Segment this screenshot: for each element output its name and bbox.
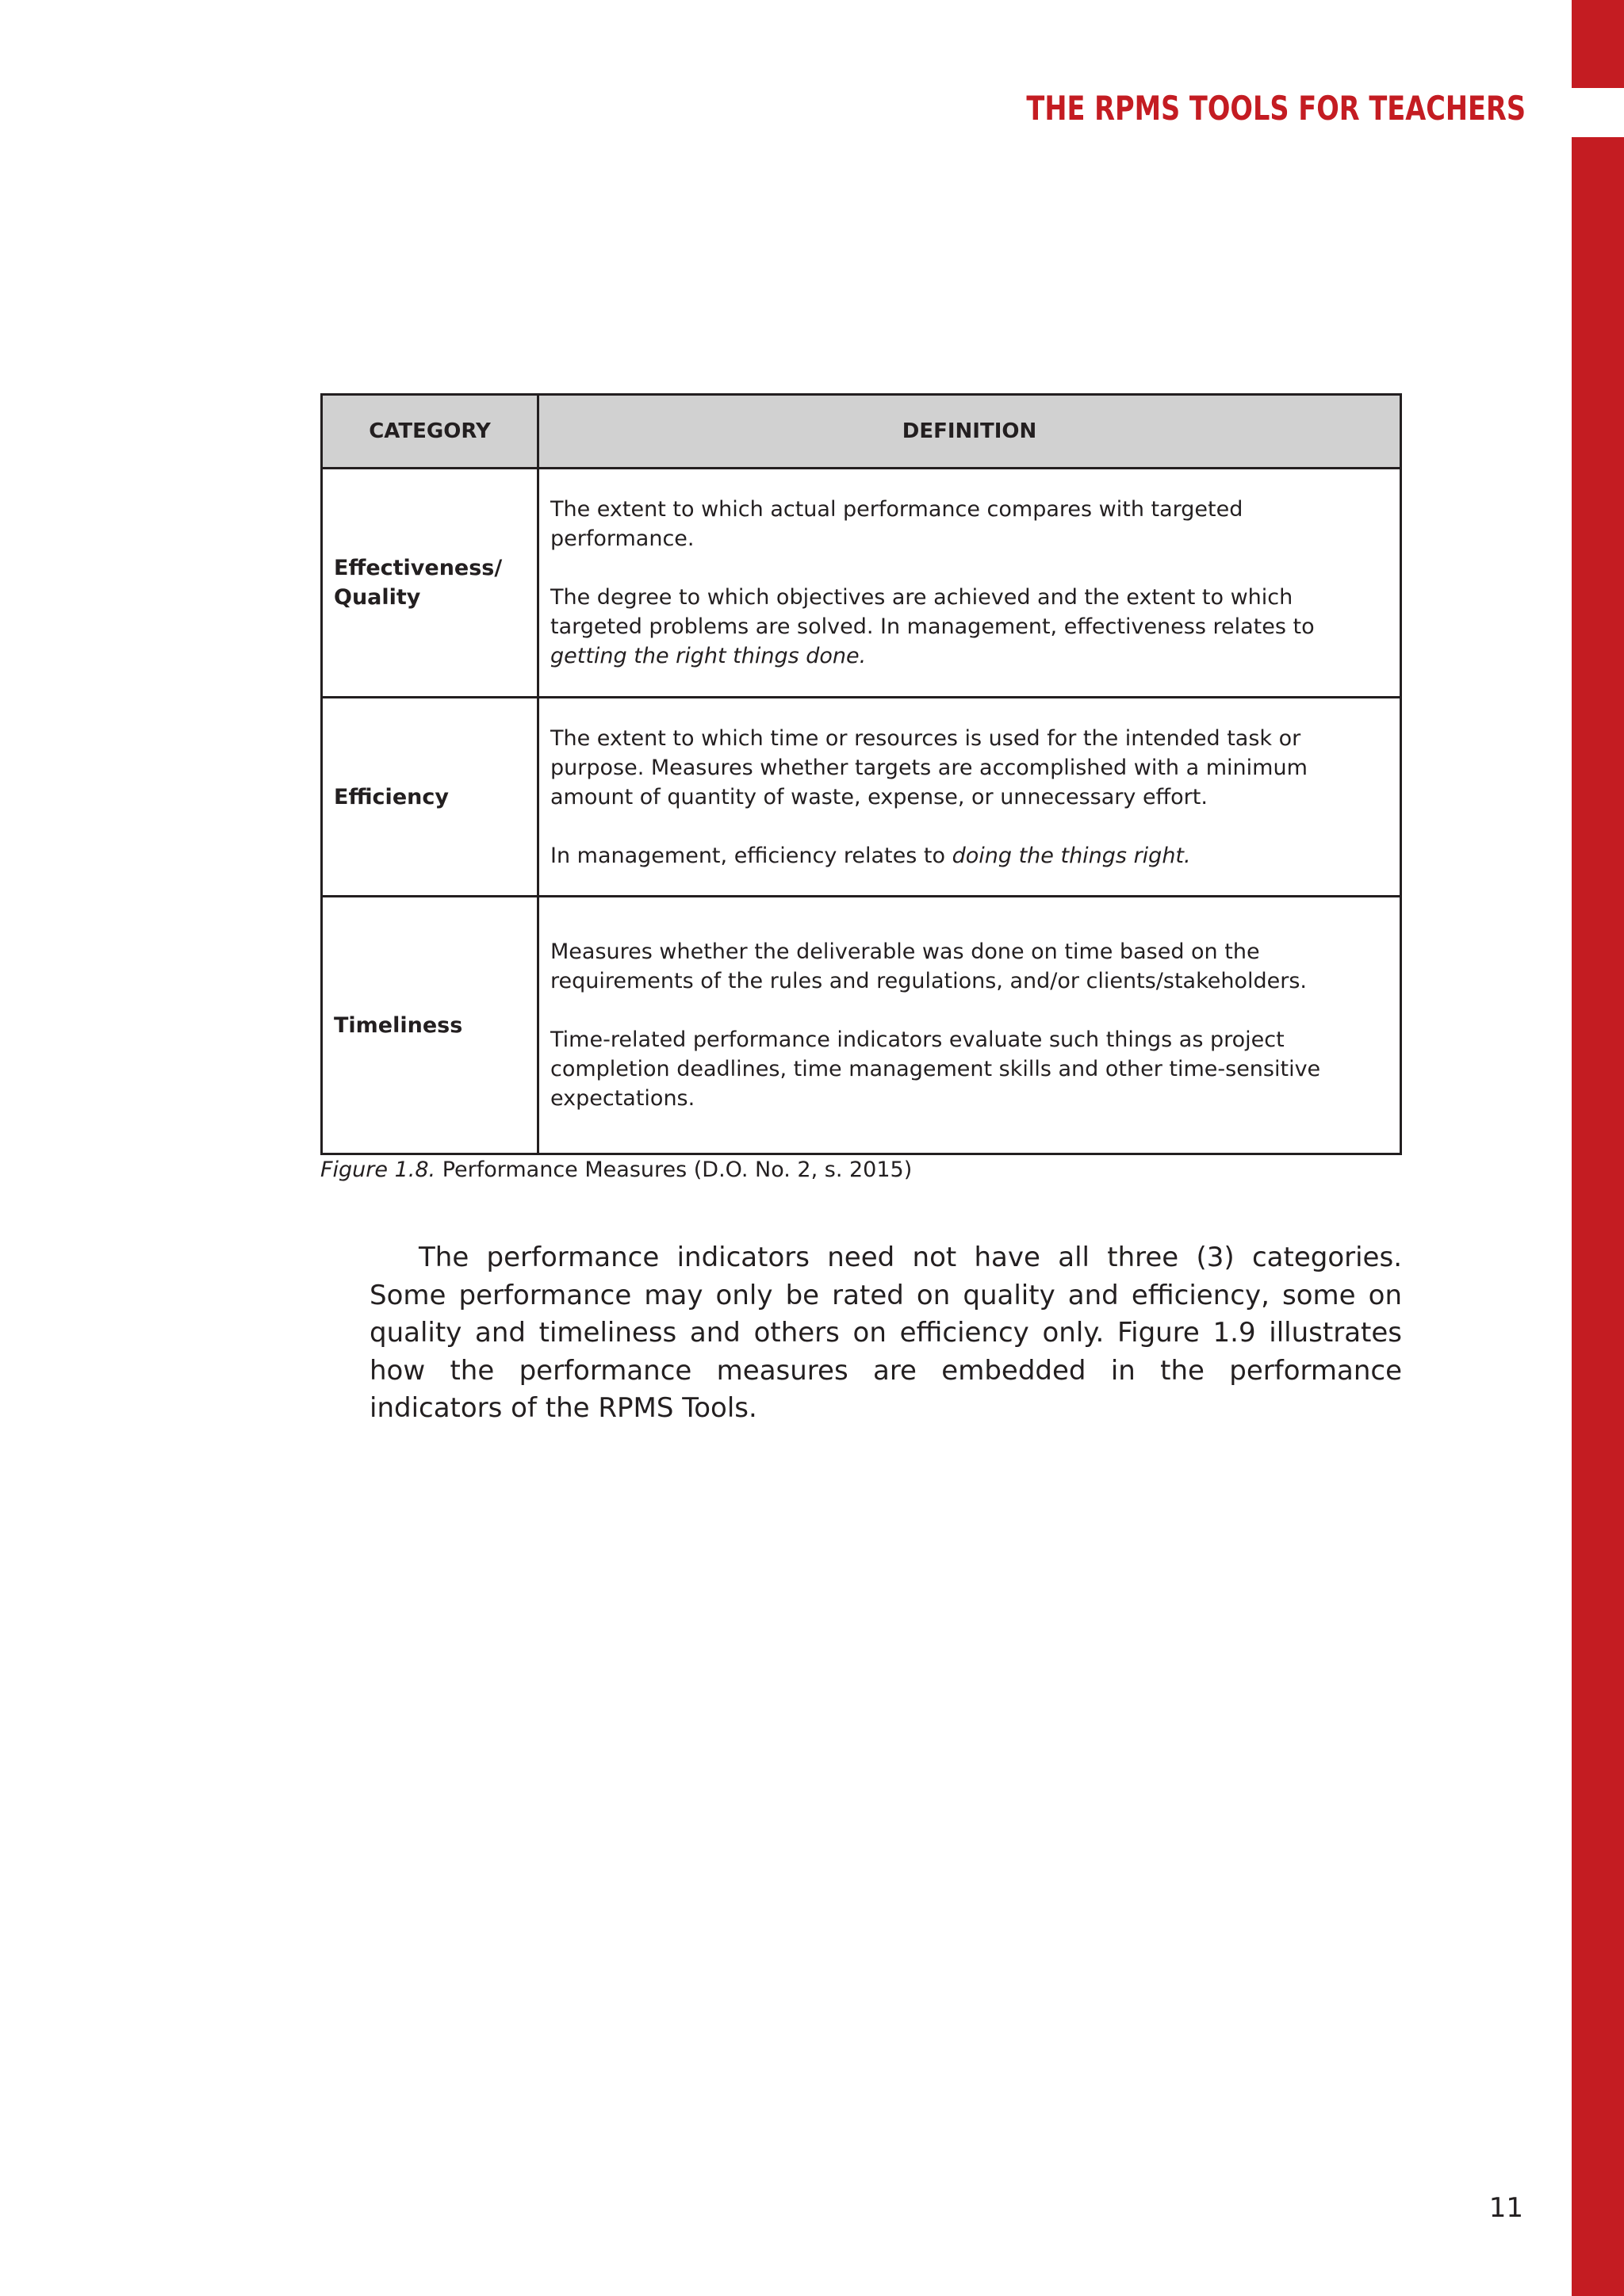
table-row (322, 698, 1401, 897)
category-cell (322, 698, 538, 897)
definition-paragraph: Measures whether the deliverable was done on time based on the requirements of the rules and regulations, and/or clients/stakeholders. (550, 939, 1308, 993)
performance-measures-table (320, 393, 1402, 1155)
definition-text: The degree to which objectives are achieved and the extent to which targeted problems are solved. In management, effectiveness relates to (550, 585, 1315, 639)
definition-emphasis: doing the things right. (952, 843, 1191, 868)
definition-emphasis: getting the right things done. (550, 644, 867, 668)
column-header-category: CATEGORY (322, 395, 538, 469)
definition-paragraph: Time-related performance indicators evaluate such things as project completion deadlines, time management skills and other time-sensitive expectations. (550, 1027, 1321, 1111)
table-row (322, 469, 1401, 698)
figure-caption-text: Performance Measures (D.O. No. 2, s. 2015) (435, 1158, 913, 1182)
category-cell (322, 469, 538, 698)
figure-label: Figure 1.8. (320, 1158, 436, 1182)
definition-cell (538, 897, 1401, 1154)
page-number: 11 (1488, 2192, 1523, 2224)
side-accent-bar (1572, 137, 1624, 2296)
table-header-row (322, 395, 1401, 469)
side-accent-bar-top (1572, 0, 1624, 88)
definition-cell (538, 698, 1401, 897)
figure-caption (320, 1158, 912, 1182)
definition-paragraph: The extent to which time or resources is used for the intended task or purpose. Measures whether targets are accomplished with a minimum amount of quantity of waste, expense, or unnecessary effort. (550, 725, 1308, 809)
column-header-definition: DEFINITION (538, 395, 1401, 469)
definition-paragraph (550, 841, 1388, 871)
category-label: Efficiency (334, 784, 449, 809)
category-cell (322, 897, 538, 1154)
definition-paragraph (550, 583, 1388, 671)
table-row (322, 897, 1401, 1154)
definition-cell (538, 469, 1401, 698)
definition-text: In management, efficiency relates to (550, 843, 952, 868)
running-header: THE RPMS TOOLS FOR TEACHERS (1026, 89, 1526, 128)
definition-paragraph: The extent to which actual performance compares with targeted performance. (550, 497, 1243, 551)
category-label: Timeliness (334, 1012, 463, 1038)
category-label: Effectiveness/ Quality (334, 556, 503, 610)
body-paragraph: The performance indicators need not have all three (3) categories. Some performance may only be rated on quality and efficiency, some on quality and timeliness and others on efficiency only. Figure 1.9 illustrates how the performance measures are embedded in the performance indicators of the RPMS Tools. (370, 1242, 1402, 1424)
